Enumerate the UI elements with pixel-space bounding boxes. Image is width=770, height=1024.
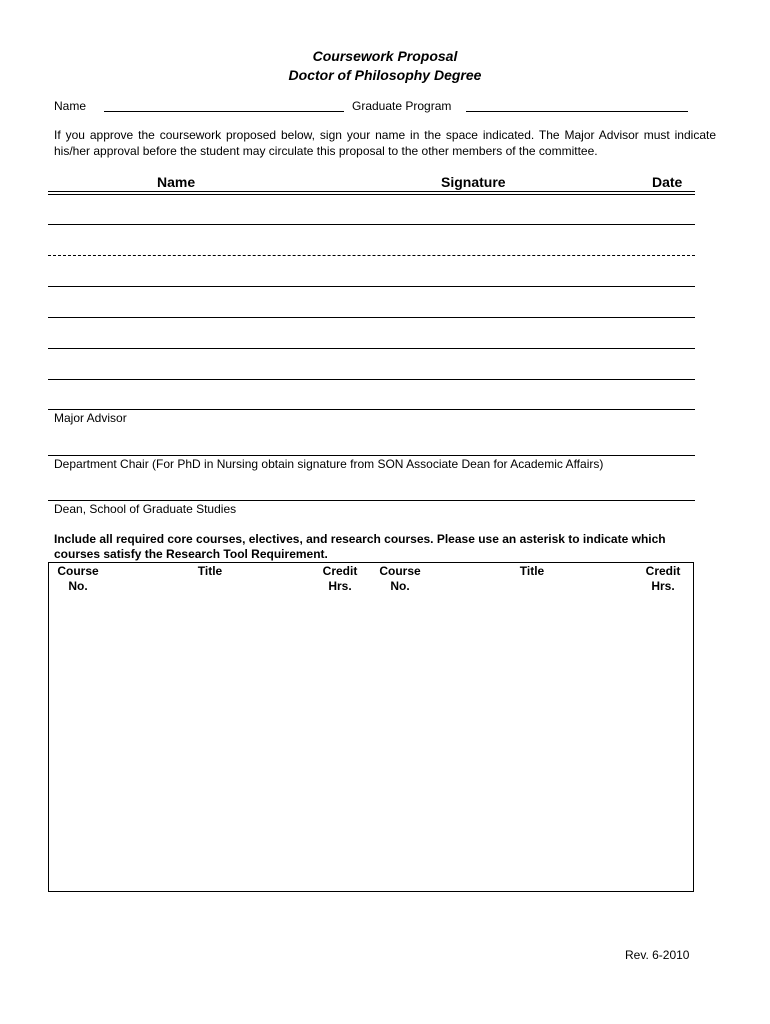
signature-column-header: Signature bbox=[441, 174, 506, 190]
header-rule-top bbox=[48, 191, 695, 192]
dean-signature-line[interactable] bbox=[48, 500, 695, 501]
revision-label: Rev. 6-2010 bbox=[625, 948, 690, 962]
course-list-box[interactable] bbox=[48, 562, 694, 892]
form-subtitle: Doctor of Philosophy Degree bbox=[288, 67, 482, 83]
date-column-header: Date bbox=[652, 174, 683, 190]
course-no-header-line2: No. bbox=[390, 579, 410, 593]
committee-row-line[interactable] bbox=[48, 379, 695, 380]
title-header-left: Title bbox=[197, 564, 223, 578]
credit-hrs-header-line1: Credit bbox=[322, 564, 358, 578]
department-chair-signature-line[interactable] bbox=[48, 455, 695, 456]
course-no-header-line1: Course bbox=[57, 564, 99, 578]
graduate-program-label: Graduate Program bbox=[352, 99, 452, 113]
approval-instructions: If you approve the coursework proposed below, sign your name in the space indicated. The Major Advisor must indicate his/her approval before the student may circulate this proposal to the other members of the committee. bbox=[54, 128, 716, 158]
credit-hrs-header-line2: Hrs. bbox=[651, 579, 675, 593]
student-name-field[interactable] bbox=[104, 111, 344, 112]
credit-hrs-header-right bbox=[637, 564, 689, 594]
header-rule-bottom bbox=[48, 194, 695, 195]
credit-hrs-header-line2: Hrs. bbox=[328, 579, 352, 593]
course-no-header-line2: No. bbox=[68, 579, 88, 593]
dean-label: Dean, School of Graduate Studies bbox=[54, 502, 237, 516]
major-advisor-signature-line[interactable] bbox=[48, 409, 695, 410]
committee-row-line[interactable] bbox=[48, 255, 695, 256]
name-column-header: Name bbox=[157, 174, 196, 190]
student-name-label: Name bbox=[54, 99, 87, 113]
graduate-program-field[interactable] bbox=[466, 111, 688, 112]
form-title: Coursework Proposal bbox=[312, 48, 458, 64]
credit-hrs-header-left bbox=[314, 564, 366, 594]
course-no-header-right bbox=[372, 564, 428, 594]
title-header-right: Title bbox=[519, 564, 545, 578]
course-no-header-line1: Course bbox=[379, 564, 421, 578]
course-instructions: Include all required core courses, electives, and research courses. Please use an asterisk to indicate which courses satisfy the Research Tool Requirement. bbox=[54, 532, 666, 561]
committee-row-line[interactable] bbox=[48, 224, 695, 225]
department-chair-label: Department Chair (For PhD in Nursing obtain signature from SON Associate Dean for Academic Affairs) bbox=[54, 457, 604, 471]
course-no-header-left bbox=[50, 564, 106, 594]
committee-row-line[interactable] bbox=[48, 348, 695, 349]
credit-hrs-header-line1: Credit bbox=[645, 564, 681, 578]
committee-row-line[interactable] bbox=[48, 286, 695, 287]
major-advisor-label: Major Advisor bbox=[54, 411, 127, 425]
committee-row-line[interactable] bbox=[48, 317, 695, 318]
